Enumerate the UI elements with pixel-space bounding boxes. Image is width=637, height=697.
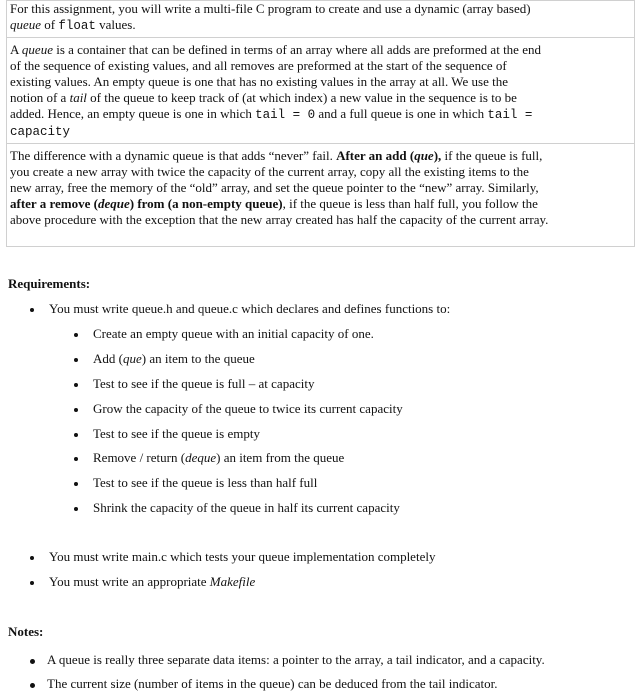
bullet-icon [74,408,78,412]
list-item: Test to see if the queue is empty [74,426,260,442]
intro-line-1: For this assignment, you will write a multi-file C program to create and use a dynamic (array based) [10,1,531,16]
bullet-icon [74,433,78,437]
notes-heading: Notes: [8,624,44,639]
list-item: Test to see if the queue is less than half full [74,475,317,491]
bullet-icon [30,683,35,688]
list-item: The current size (number of items in the queue) can be deduced from the tail indicator. [30,676,498,692]
list-item: A queue is really three separate data items: a pointer to the array, a tail indicator, and a capacity. [30,652,545,668]
list-item: Shrink the capacity of the queue in half its current capacity [74,500,400,516]
queue-definition-paragraph: A queue is a container that can be defined in terms of an array where all adds are preformed at the end of the sequence of existing values, and all removes are preformed at the start of the sequence of existing values. An empty queue is one that has no existing values in the array at all. We use the notion of a tail of the queue to keep track of (at which index) a new value in the sequence is to be added. Hence, an empty queue is one in which tail = 0 and a full queue is one in which tail = capacity [6,37,635,143]
list-item: You must write main.c which tests your queue implementation completely [30,549,435,565]
list-item: Test to see if the queue is full – at capacity [74,376,314,392]
list-item: You must write an appropriate Makefile [30,574,255,590]
bullet-icon [74,358,78,362]
intro-paragraph [6,0,635,37]
list-item: Grow the capacity of the queue to twice its current capacity [74,401,403,417]
list-item: Add (que) an item to the queue [74,351,255,367]
bullet-icon [30,556,34,560]
list-item: You must write queue.h and queue.c which declares and defines functions to: [30,301,450,317]
bullet-icon [74,482,78,486]
dynamic-queue-paragraph: The difference with a dynamic queue is that adds “never” fail. After an add (que), if the queue is full, you create a new array with twice the capacity of the current array, copy all the existing items to the new array, free the memory of the “old” array, and set the queue pointer to the “new” array. Similarly, after a remove (deque) from (a non-empty queue), if the queue is less than half full, you follow the above procedure with the exception that the new array created has half the capacity of the current array. [6,143,635,247]
bullet-icon [74,333,78,337]
requirements-heading: Requirements: [8,276,91,291]
list-item: Remove / return (deque) an item from the queue [74,450,344,466]
intro-line-2: queue of float values. [10,17,136,33]
bullet-icon [30,581,34,585]
bullet-icon [30,308,34,312]
bullet-icon [74,507,78,511]
bullet-icon [74,457,78,461]
bullet-icon [74,383,78,387]
bullet-icon [30,659,35,664]
list-item: Create an empty queue with an initial capacity of one. [74,326,374,342]
